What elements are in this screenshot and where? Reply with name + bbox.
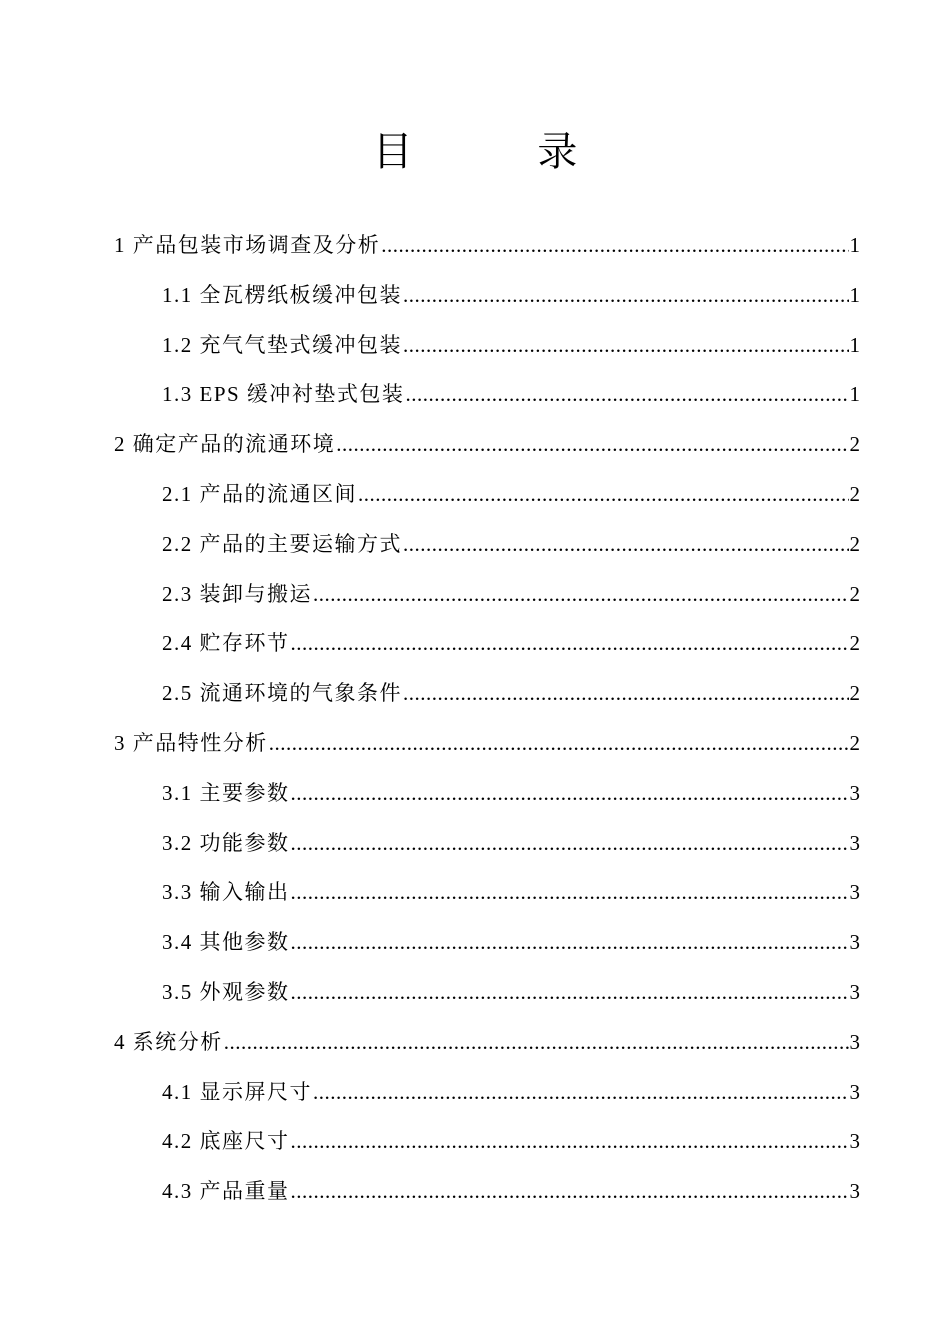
toc-entry-page-number: 2 bbox=[849, 631, 860, 656]
toc-entry[interactable] bbox=[114, 719, 860, 769]
toc-entry-page-number: 3 bbox=[849, 1079, 860, 1104]
toc-list bbox=[114, 221, 860, 1217]
toc-dot-leader bbox=[336, 420, 848, 470]
toc-entry-label: 4.3 产品重量 bbox=[162, 1179, 290, 1204]
toc-entry[interactable] bbox=[114, 968, 860, 1018]
toc-dot-leader bbox=[291, 769, 849, 819]
toc-entry-label: 3.2 功能参数 bbox=[162, 830, 290, 855]
toc-entry[interactable] bbox=[114, 868, 860, 918]
toc-dot-leader bbox=[291, 918, 849, 968]
toc-entry[interactable] bbox=[114, 520, 860, 570]
toc-entry-label: 1.3 EPS 缓冲衬垫式包装 bbox=[162, 382, 405, 407]
toc-entry-label: 4.1 显示屏尺寸 bbox=[162, 1079, 312, 1104]
toc-entry[interactable] bbox=[114, 321, 860, 371]
toc-entry-page-number: 2 bbox=[849, 432, 860, 457]
toc-dot-leader bbox=[358, 470, 849, 520]
toc-entry-label: 3 产品特性分析 bbox=[114, 730, 268, 755]
toc-dot-leader bbox=[313, 570, 849, 620]
toc-entry[interactable] bbox=[114, 570, 860, 620]
toc-entry[interactable] bbox=[114, 1018, 860, 1068]
toc-entry[interactable] bbox=[114, 819, 860, 869]
toc-entry-page-number: 2 bbox=[849, 581, 860, 606]
toc-entry-page-number: 2 bbox=[849, 681, 860, 706]
toc-entry-label: 4.2 底座尺寸 bbox=[162, 1129, 290, 1154]
toc-entry-page-number: 1 bbox=[849, 382, 860, 407]
toc-entry-page-number: 3 bbox=[849, 1129, 860, 1154]
toc-dot-leader bbox=[403, 669, 849, 719]
toc-entry-page-number: 3 bbox=[849, 1179, 860, 1204]
toc-entry-page-number: 3 bbox=[849, 979, 860, 1004]
toc-entry-page-number: 3 bbox=[849, 930, 860, 955]
toc-entry[interactable] bbox=[114, 769, 860, 819]
toc-entry-page-number: 2 bbox=[849, 730, 860, 755]
toc-dot-leader bbox=[291, 819, 849, 869]
toc-entry-page-number: 1 bbox=[849, 233, 860, 257]
toc-entry-page-number: 3 bbox=[849, 830, 860, 855]
toc-entry-page-number: 1 bbox=[849, 282, 860, 307]
toc-dot-leader bbox=[381, 221, 848, 271]
toc-entry-label: 2.5 流通环境的气象条件 bbox=[162, 681, 402, 706]
toc-entry-label: 4 系统分析 bbox=[114, 1029, 223, 1054]
toc-entry-label: 3.5 外观参数 bbox=[162, 979, 290, 1004]
toc-entry[interactable] bbox=[114, 470, 860, 520]
toc-entry-label: 2.2 产品的主要运输方式 bbox=[162, 531, 402, 556]
toc-entry[interactable] bbox=[114, 619, 860, 669]
toc-entry-page-number: 1 bbox=[849, 332, 860, 357]
toc-entry-page-number: 2 bbox=[849, 481, 860, 506]
toc-entry[interactable] bbox=[114, 221, 860, 271]
toc-dot-leader bbox=[405, 370, 848, 420]
toc-entry[interactable] bbox=[114, 370, 860, 420]
toc-entry-label: 2 确定产品的流通环境 bbox=[114, 432, 336, 457]
toc-entry-label: 1.2 充气气垫式缓冲包装 bbox=[162, 332, 402, 357]
toc-dot-leader bbox=[291, 968, 849, 1018]
toc-entry-page-number: 3 bbox=[849, 880, 860, 905]
toc-dot-leader bbox=[313, 1068, 849, 1118]
toc-dot-leader bbox=[291, 1117, 849, 1167]
toc-dot-leader bbox=[291, 1167, 849, 1217]
toc-entry-label: 3.3 输入输出 bbox=[162, 880, 290, 905]
toc-dot-leader bbox=[269, 719, 849, 769]
toc-title: 目 录 bbox=[372, 129, 634, 175]
toc-entry-label: 2.1 产品的流通区间 bbox=[162, 481, 357, 506]
toc-entry-label: 1.1 全瓦楞纸板缓冲包装 bbox=[162, 282, 402, 307]
toc-entry-page-number: 3 bbox=[849, 780, 860, 805]
toc-entry-page-number: 2 bbox=[849, 531, 860, 556]
toc-entry-label: 1 产品包装市场调查及分析 bbox=[114, 233, 381, 257]
toc-entry-label: 2.3 装卸与搬运 bbox=[162, 581, 312, 606]
toc-dot-leader bbox=[403, 321, 849, 371]
toc-dot-leader bbox=[224, 1018, 849, 1068]
toc-entry-label: 3.1 主要参数 bbox=[162, 780, 290, 805]
toc-entry-label: 3.4 其他参数 bbox=[162, 930, 290, 955]
toc-dot-leader bbox=[291, 868, 849, 918]
toc-entry[interactable] bbox=[114, 1117, 860, 1167]
toc-dot-leader bbox=[403, 520, 849, 570]
toc-entry[interactable] bbox=[114, 420, 860, 470]
toc-entry-label: 2.4 贮存环节 bbox=[162, 631, 290, 656]
toc-entry[interactable] bbox=[114, 1068, 860, 1118]
toc-entry[interactable] bbox=[114, 271, 860, 321]
toc-entry[interactable] bbox=[114, 669, 860, 719]
toc-dot-leader bbox=[291, 619, 849, 669]
toc-dot-leader bbox=[403, 271, 849, 321]
toc-entry[interactable] bbox=[114, 918, 860, 968]
toc-entry[interactable] bbox=[114, 1167, 860, 1217]
toc-entry-page-number: 3 bbox=[849, 1029, 860, 1054]
